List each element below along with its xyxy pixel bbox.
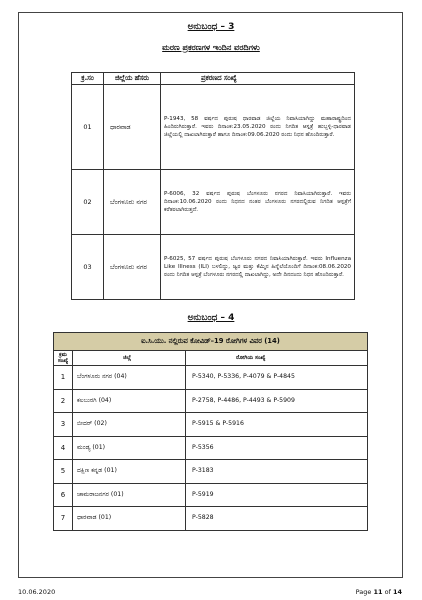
- district-cell: ಮಂಡ್ಯ (01): [73, 436, 186, 460]
- serial-cell: 4: [54, 436, 73, 460]
- page-current: 11: [373, 588, 383, 596]
- district-cell: ಬೆಂಗಳೂರು ನಗರ (04): [73, 366, 186, 390]
- table-row: [54, 460, 368, 484]
- patient-numbers-cell: P-5828: [186, 507, 368, 531]
- page-of: of: [384, 588, 391, 596]
- serial-cell: 3: [54, 413, 73, 437]
- patient-numbers-cell: P-5356: [186, 436, 368, 460]
- patient-numbers-cell: P-2758, P-4486, P-4493 & P-5909: [186, 389, 368, 413]
- table-header-row: [72, 73, 355, 85]
- column-header-district: ಜಿಲ್ಲೆ: [73, 351, 186, 366]
- district-cell: ಧಾರವಾಡ (01): [73, 507, 186, 531]
- district-cell: ದಕ್ಷಿಣ ಕನ್ನಡ (01): [73, 460, 186, 484]
- table-title-count: (14): [264, 337, 280, 346]
- table-title: [54, 333, 368, 351]
- annexure-3-heading: ಅನುಬಂಧ – 3: [187, 22, 235, 32]
- column-header-district: ಜಿಲ್ಲೆಯ ಹೆಸರು: [104, 73, 161, 85]
- patient-numbers-cell: P-5915 & P-5916: [186, 413, 368, 437]
- serial-cell: 1: [54, 366, 73, 390]
- page-total: 14: [392, 588, 402, 596]
- table-row: [54, 366, 368, 390]
- serial-cell: 5: [54, 460, 73, 484]
- table-title-row: [54, 333, 368, 351]
- icu-patients-table: [53, 332, 368, 531]
- district-cell: ಚಾಮರಾಜನಗರ (01): [73, 483, 186, 507]
- death-cases-table: [71, 72, 355, 300]
- patient-numbers-cell: P-3183: [186, 460, 368, 484]
- serial-cell: 2: [54, 389, 73, 413]
- serial-cell: 6: [54, 483, 73, 507]
- column-header-patient-number: ರೋಗಿಯ ಸಂಖ್ಯೆ: [186, 351, 368, 366]
- district-cell: ಕಲಬುರಗಿ (04): [73, 389, 186, 413]
- case-details-cell: P-6006, 32 ವರ್ಷದ ಪುರುಷ ಬೆಂಗಳೂರು ನಗರದ ನಿವಾಸಿಯಾಗಿರುತ್ತಾರೆ. ಇವರು ದಿನಾಂಕ:10.06.2020 ರಂದು ನಿಧನದ ನಂತರ ಬೆಂಗಳೂರು ನಗರದಲ್ಲಿರುವ ನಿಗದಿತ ಆಸ್ಪತ್ರೆಗೆ ಕರೆತರಲಾಗಿರುತ್ತದೆ.: [161, 170, 355, 235]
- serial-cell: 01: [72, 85, 104, 170]
- serial-cell: 02: [72, 170, 104, 235]
- district-cell: ಬೆಂಗಳೂರು ನಗರ: [104, 235, 161, 300]
- table-row: [54, 507, 368, 531]
- table-header-row: [54, 351, 368, 366]
- table-row: [72, 235, 355, 300]
- annexure-4-heading: ಅನುಬಂಧ – 4: [187, 313, 235, 323]
- patient-numbers-cell: P-5919: [186, 483, 368, 507]
- case-details-cell: P-1943, 58 ವರ್ಷದ ಪುರುಷ ಧಾರವಾಡ ಜಿಲ್ಲೆಯ ನಿವಾಸಿಯಾಗಿದ್ದು ಮಹಾರಾಷ್ಟ್ರದಿಂದ ಹಿಂದಿರುಗಿರುತ್ತಾರೆ. ಇವರು ದಿನಾಂಕ:23.05.2020 ರಂದು ನಿಗದಿತ ಆಸ್ಪತ್ರೆ ಹುಬ್ಬಳ್ಳಿ-ಧಾರವಾಡ ಜಿಲ್ಲೆಯಲ್ಲಿ ದಾಖಲಾಗಿರುತ್ತಾರೆ ಹಾಗೂ ದಿನಾಂಕ:09.06.2020 ರಂದು ನಿಧನ ಹೊಂದಿರುತ್ತಾರೆ.: [161, 85, 355, 170]
- table-row: [72, 85, 355, 170]
- patient-numbers-cell: P-5340, P-5336, P-4079 & P-4845: [186, 366, 368, 390]
- footer-page-number: [356, 588, 402, 596]
- case-details-cell: P-6025, 57 ವರ್ಷದ ಪುರುಷ ಬೆಂಗಳೂರು ನಗರದ ನಿವಾಸಿಯಾಗಿರುತ್ತಾರೆ. ಇವರು Influenza Like Illness (ILI) ಬಳಲಿದ್ದು, ಜ್ವರ ಮತ್ತು ಕೆಮ್ಮಿನ ಹಿನ್ನೆಲೆಯೊಂದಿಗೆ ದಿನಾಂಕ:08.06.2020 ರಂದು ನಿಗದಿತ ಆಸ್ಪತ್ರೆ ಬೆಂಗಳೂರು ನಗರದಲ್ಲಿ ದಾಖಲಾಗಿದ್ದು, ಅದೇ ದಿನದಂದು ನಿಧನ ಹೊಂದಿರುತ್ತಾರೆ.: [161, 235, 355, 300]
- table-row: [72, 170, 355, 235]
- serial-cell: 03: [72, 235, 104, 300]
- district-cell: ಬೆಂಗಳೂರು ನಗರ: [104, 170, 161, 235]
- table-title-text: ಐ.ಸಿ.ಯು. ನಲ್ಲಿರುವ ಕೋವಿಡ್–19 ರೋಗಿಗಳ ವಿವರ: [141, 337, 262, 346]
- district-cell: ಬೀದರ್ (02): [73, 413, 186, 437]
- table-row: [54, 413, 368, 437]
- serial-cell: 7: [54, 507, 73, 531]
- footer-date: 10.06.2020: [18, 588, 56, 596]
- page-prefix: Page: [355, 588, 372, 596]
- annexure-3-subheading: ಮರಣ ಪ್ರಕರಣಗಳ ಇಂದಿನ ವರದಿಗಳು: [162, 43, 260, 52]
- table-row: [54, 483, 368, 507]
- column-header-serial: ಕ್ರಮ ಸಂಖ್ಯೆ: [54, 351, 73, 366]
- district-cell: ಧಾರವಾಡ: [104, 85, 161, 170]
- table-row: [54, 436, 368, 460]
- column-header-serial: ಕ್ರ.ಸಂ: [72, 73, 104, 85]
- column-header-case-number: ಪ್ರಕರಣದ ಸಂಖ್ಯೆ: [161, 73, 355, 85]
- table-row: [54, 389, 368, 413]
